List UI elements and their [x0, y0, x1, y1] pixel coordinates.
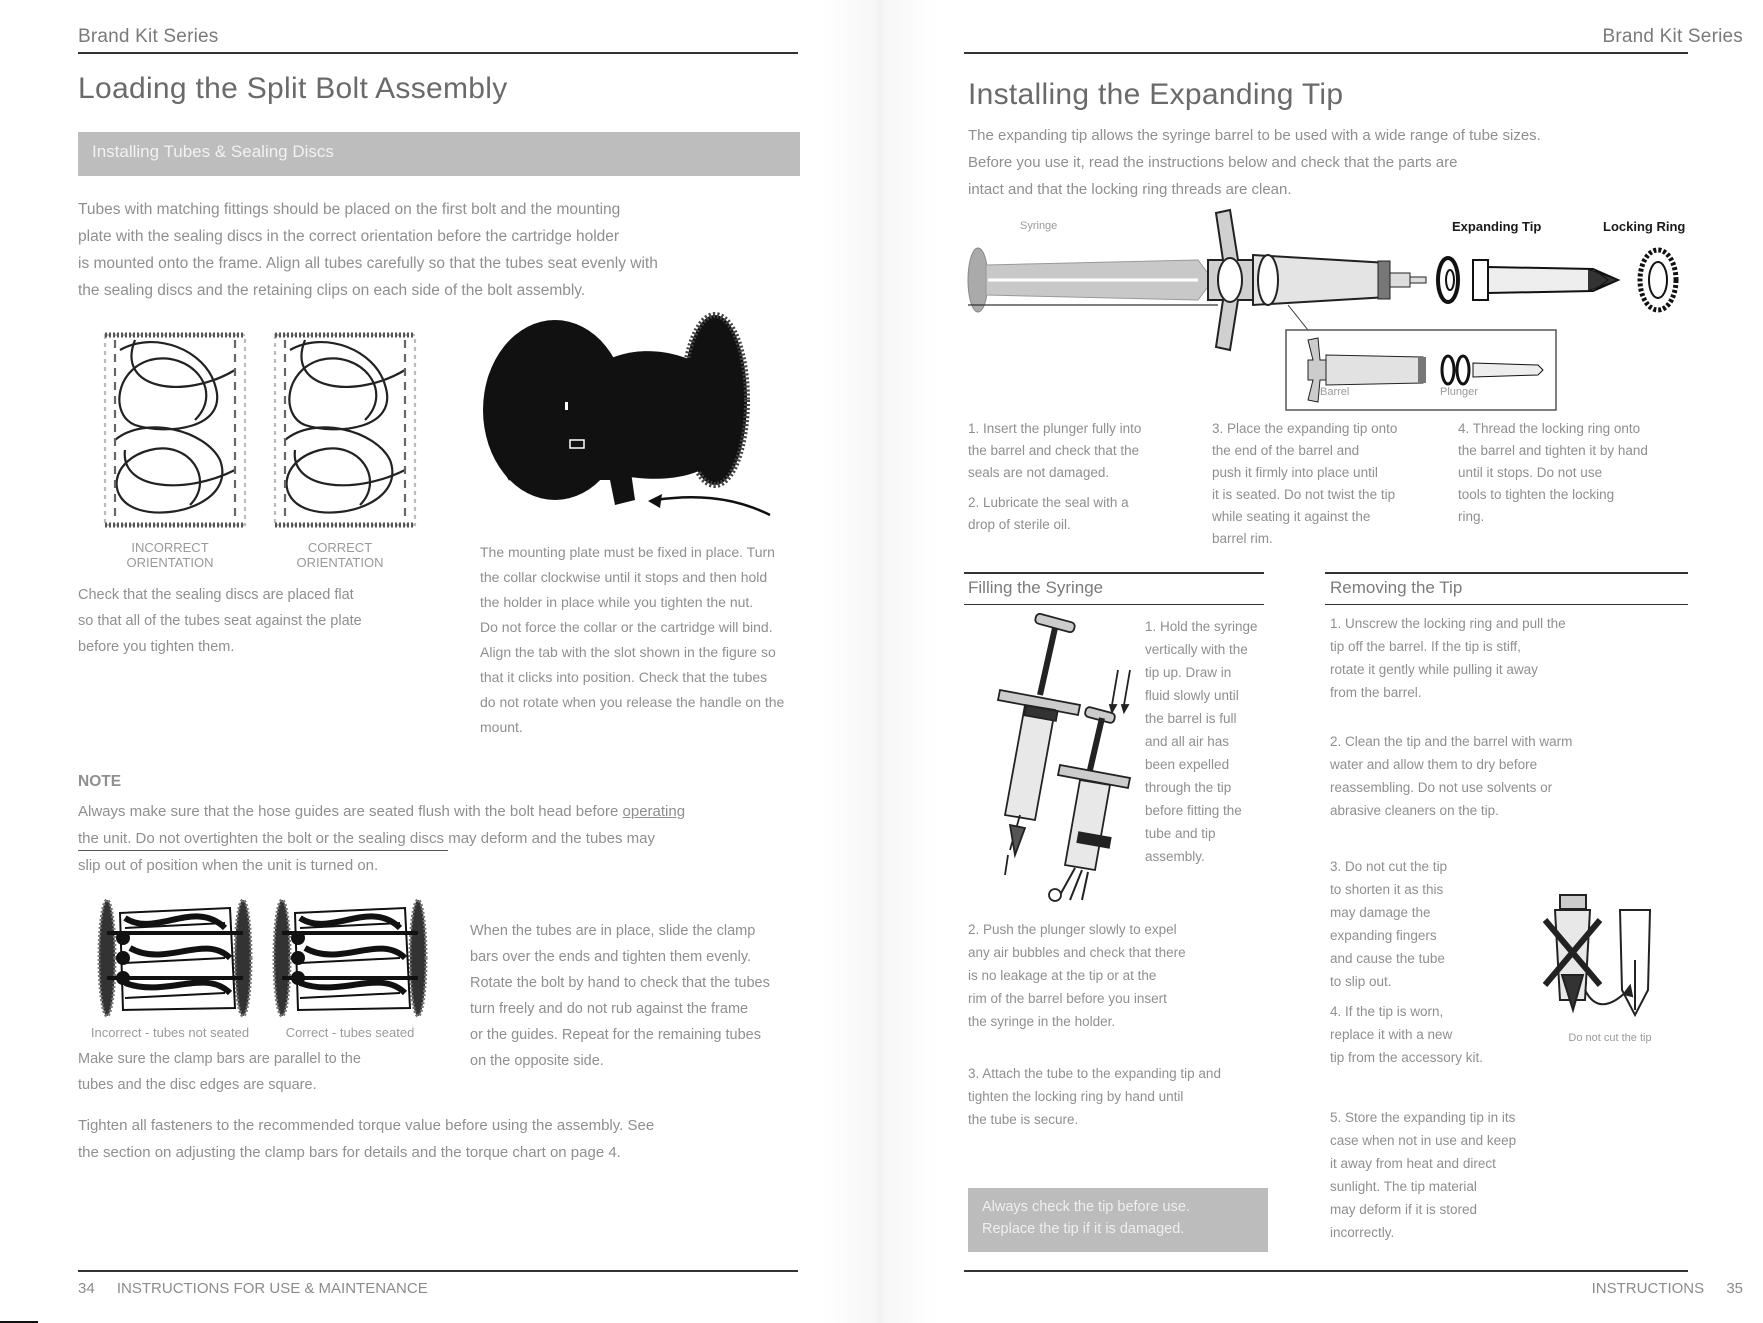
- step-text: [1330, 612, 1690, 704]
- text-line: seals are not damaged.: [968, 465, 1110, 480]
- text-line: water and allow them to dry before: [1330, 757, 1538, 772]
- text-line: may deform if it is stored: [1330, 1202, 1478, 1217]
- step-column: [1212, 418, 1442, 550]
- page-number: 34: [78, 1280, 95, 1297]
- section-rule: [964, 604, 1264, 605]
- closing-paragraph: [78, 1112, 798, 1166]
- section-heading: Filling the Syringe: [968, 578, 1104, 597]
- text-line: abrasive cleaners on the tip.: [1330, 803, 1499, 818]
- expanding-tip-label: Expanding Tip: [1452, 219, 1542, 234]
- text-line: is no leakage at the tip or at the: [968, 968, 1157, 983]
- section-banner: Installing Tubes & Sealing Discs: [78, 132, 800, 176]
- note-paragraph: [78, 798, 798, 879]
- text-line: it away from heat and direct: [1330, 1156, 1496, 1171]
- text-line: assembly.: [1145, 849, 1205, 864]
- text-line: the tube is secure.: [968, 1112, 1079, 1127]
- tube-orientation-figure: [95, 330, 425, 540]
- running-head: Brand Kit Series: [1602, 26, 1743, 47]
- text-line: 4. Thread the locking ring onto: [1458, 421, 1641, 436]
- text-line: been expelled: [1145, 757, 1230, 772]
- step-text: [968, 918, 1268, 1033]
- text-line: the barrel and tighten it by hand: [1458, 443, 1648, 458]
- text-line: 2. Clean the tip and the barrel with warm: [1330, 734, 1573, 749]
- figure-caption: CORRECT ORIENTATION: [296, 540, 384, 570]
- clamp-bar-figure: [95, 898, 425, 1028]
- intro-line: plate with the sealing discs in the correct orientation before the cartridge holder: [78, 228, 620, 245]
- note-underline: [78, 850, 448, 851]
- text-line: tip from the accessory kit.: [1330, 1050, 1484, 1065]
- text-line: until it stops. Do not use: [1458, 465, 1603, 480]
- text-line: case when not in use and keep: [1330, 1133, 1517, 1148]
- inset-label: Barrel: [1320, 386, 1350, 398]
- text-line: 1. Insert the plunger fully into: [968, 421, 1142, 436]
- text-line: rotate it gently while pulling it away: [1330, 662, 1538, 677]
- step-text: [1330, 1106, 1670, 1244]
- figure-text: [78, 582, 438, 660]
- mount-holder-figure: [480, 320, 780, 530]
- text-line: before you tighten them.: [78, 639, 235, 655]
- step-text: [1330, 1000, 1530, 1069]
- text-line: so that all of the tubes seat against the plate: [78, 613, 362, 629]
- text-line: 1. Unscrew the locking ring and pull the: [1330, 616, 1566, 631]
- footer-rule: [78, 1270, 798, 1272]
- text-line: 5. Store the expanding tip in its: [1330, 1110, 1516, 1125]
- text-line: Check that the sealing discs are placed flat: [78, 587, 354, 603]
- text-line: and all air has: [1145, 734, 1230, 749]
- text-line: the barrel is full: [1145, 711, 1237, 726]
- section-heading: Removing the Tip: [1330, 578, 1463, 597]
- text-line: Rotate the bolt by hand to check that the tubes: [470, 975, 770, 991]
- text-line: reassembling. Do not use solvents or: [1330, 780, 1553, 795]
- intro-paragraph: [78, 196, 798, 304]
- text-line: rim of the barrel before you insert: [968, 991, 1167, 1006]
- text-line: it is seated. Do not twist the tip: [1212, 487, 1396, 502]
- text-line: bars over the ends and tighten them evenly.: [470, 949, 752, 965]
- note-heading: NOTE: [78, 773, 122, 790]
- side-text: [1145, 615, 1265, 868]
- intro-line: Tubes with matching fittings should be placed on the first bolt and the mounting: [78, 201, 621, 218]
- right-page: [940, 0, 1763, 1323]
- step-column: [1458, 418, 1688, 528]
- text-line: or the guides. Repeat for the remaining tubes: [470, 1027, 761, 1043]
- figure-caption: INCORRECT ORIENTATION: [126, 540, 214, 570]
- text-line: replace it with a new: [1330, 1027, 1453, 1042]
- text-line: the end of the barrel and: [1212, 443, 1360, 458]
- figure-caption: Correct - tubes seated: [285, 1025, 415, 1040]
- intro-line: the sealing discs and the retaining clips on each side of the bolt assembly.: [78, 282, 586, 299]
- text-line: incorrectly.: [1330, 1225, 1395, 1240]
- page-number: 35: [1726, 1280, 1743, 1297]
- text-line: to slip out.: [1330, 974, 1392, 989]
- step-text: [1330, 730, 1690, 822]
- footer-text: INSTRUCTIONS: [1591, 1280, 1705, 1297]
- page-footer: [78, 1280, 428, 1297]
- intro-line: The expanding tip allows the syringe barrel to be used with a wide range of tube sizes.: [968, 127, 1541, 144]
- text-line: When the tubes are in place, slide the clamp: [470, 923, 756, 939]
- text-line: Make sure the clamp bars are parallel to the: [78, 1051, 361, 1067]
- text-line: on the opposite side.: [470, 1053, 604, 1069]
- note-link[interactable]: operating: [622, 803, 686, 820]
- text-line: while seating it against the: [1212, 509, 1371, 524]
- text-line: Tighten all fasteners to the recommended torque value before using the assembly. See: [78, 1117, 655, 1134]
- left-page: [0, 0, 820, 1323]
- text-line: may damage the: [1330, 905, 1431, 920]
- text-line: Align the tab with the slot shown in the figure so: [480, 644, 776, 660]
- text-line: vertically with the: [1145, 642, 1248, 657]
- text-line: 2. Push the plunger slowly to expel: [968, 922, 1177, 937]
- text-line: the syringe in the holder.: [968, 1014, 1116, 1029]
- syringe-label: Syringe: [1020, 220, 1058, 232]
- text-line: mount.: [480, 719, 523, 735]
- text-line: Do not force the collar or the cartridge will bind.: [480, 619, 773, 635]
- text-line: barrel rim.: [1212, 531, 1273, 546]
- text-line: Always check the tip before use.: [982, 1199, 1190, 1215]
- footer-rule: [964, 1270, 1688, 1272]
- text-line: through the tip: [1145, 780, 1232, 795]
- text-line: 4. If the tip is worn,: [1330, 1004, 1444, 1019]
- figure-text: [470, 918, 810, 1074]
- figure-caption: Do not cut the tip: [1568, 1032, 1652, 1044]
- figure-caption: Incorrect - tubes not seated: [90, 1025, 250, 1040]
- text-line: push it firmly into place until: [1212, 465, 1378, 480]
- page-footer: [1592, 1280, 1743, 1297]
- page-title: Loading the Split Bolt Assembly: [78, 72, 508, 105]
- text-line: from the barrel.: [1330, 685, 1422, 700]
- header-rule: [964, 52, 1688, 54]
- figure-text: [78, 1046, 438, 1098]
- note-line: the unit. Do not overtighten the bolt or the sealing discs may deform and the tubes may: [78, 830, 655, 847]
- text-line: expanding fingers: [1330, 928, 1437, 943]
- text-line: the collar clockwise until it stops and then hold: [480, 569, 768, 585]
- text-line: before fitting the: [1145, 803, 1242, 818]
- text-line: 1. Hold the syringe: [1145, 619, 1258, 634]
- section-rule: [1325, 572, 1688, 574]
- step-column: [968, 418, 1198, 536]
- text-line: tighten the locking ring by hand until: [968, 1089, 1184, 1104]
- text-line: do not rotate when you release the handle on the: [480, 694, 785, 710]
- text-line: tip off the barrel. If the tip is stiff,: [1330, 639, 1521, 654]
- text-line: tools to tighten the locking: [1458, 487, 1615, 502]
- text-line: 3. Do not cut the tip: [1330, 859, 1448, 874]
- locking-ring-label: Locking Ring: [1603, 219, 1686, 234]
- inset-label: Plunger: [1440, 386, 1478, 398]
- text-line: any air bubbles and check that there: [968, 945, 1186, 960]
- syringe-filling-figure: [970, 610, 1140, 900]
- header-rule: [78, 52, 798, 54]
- page-title: Installing the Expanding Tip: [968, 78, 1344, 111]
- text-line: tubes and the disc edges are square.: [78, 1077, 317, 1093]
- do-not-cut-figure: [1540, 890, 1670, 1030]
- text-line: turn freely and do not rub against the frame: [470, 1001, 749, 1017]
- note-line: Always make sure that the hose guides are seated flush with the bolt head before: [78, 803, 619, 820]
- intro-line: intact and that the locking ring threads are clean.: [968, 181, 1292, 198]
- footer-text: INSTRUCTIONS FOR USE & MAINTENANCE: [116, 1280, 428, 1297]
- text-line: drop of sterile oil.: [968, 517, 1071, 532]
- text-line: sunlight. The tip material: [1330, 1179, 1477, 1194]
- book-spine: [820, 0, 940, 1323]
- text-line: tube and tip: [1145, 826, 1216, 841]
- text-line: fluid slowly until: [1145, 688, 1239, 703]
- text-line: 3. Place the expanding tip onto: [1212, 421, 1398, 436]
- figure-text: [480, 540, 810, 740]
- text-line: the holder in place while you tighten the nut.: [480, 594, 754, 610]
- step-text: [1330, 855, 1510, 993]
- text-line: Replace the tip if it is damaged.: [982, 1221, 1185, 1237]
- caution-note: [968, 1188, 1268, 1252]
- text-line: ring.: [1458, 509, 1485, 524]
- intro-line: is mounted onto the frame. Align all tubes carefully so that the tubes seat evenly with: [78, 255, 658, 272]
- section-rule: [964, 572, 1264, 574]
- text-line: 2. Lubricate the seal with a: [968, 495, 1129, 510]
- intro-paragraph: [968, 122, 1688, 203]
- text-line: tip up. Draw in: [1145, 665, 1232, 680]
- syringe-exploded-diagram: [968, 205, 1688, 415]
- text-line: and cause the tube: [1330, 951, 1445, 966]
- running-head: Brand Kit Series: [78, 26, 219, 47]
- text-line: the barrel and check that the: [968, 443, 1140, 458]
- intro-line: Before you use it, read the instructions below and check that the parts are: [968, 154, 1458, 171]
- step-text: [968, 1062, 1268, 1131]
- text-line: that it clicks into position. Check that the tubes: [480, 669, 768, 685]
- note-line: slip out of position when the unit is turned on.: [78, 857, 379, 874]
- text-line: the section on adjusting the clamp bars for details and the torque chart on page 4.: [78, 1144, 621, 1161]
- section-rule: [1325, 604, 1688, 605]
- text-line: 3. Attach the tube to the expanding tip and: [968, 1066, 1221, 1081]
- text-line: to shorten it as this: [1330, 882, 1444, 897]
- text-line: The mounting plate must be fixed in place. Turn: [480, 544, 775, 560]
